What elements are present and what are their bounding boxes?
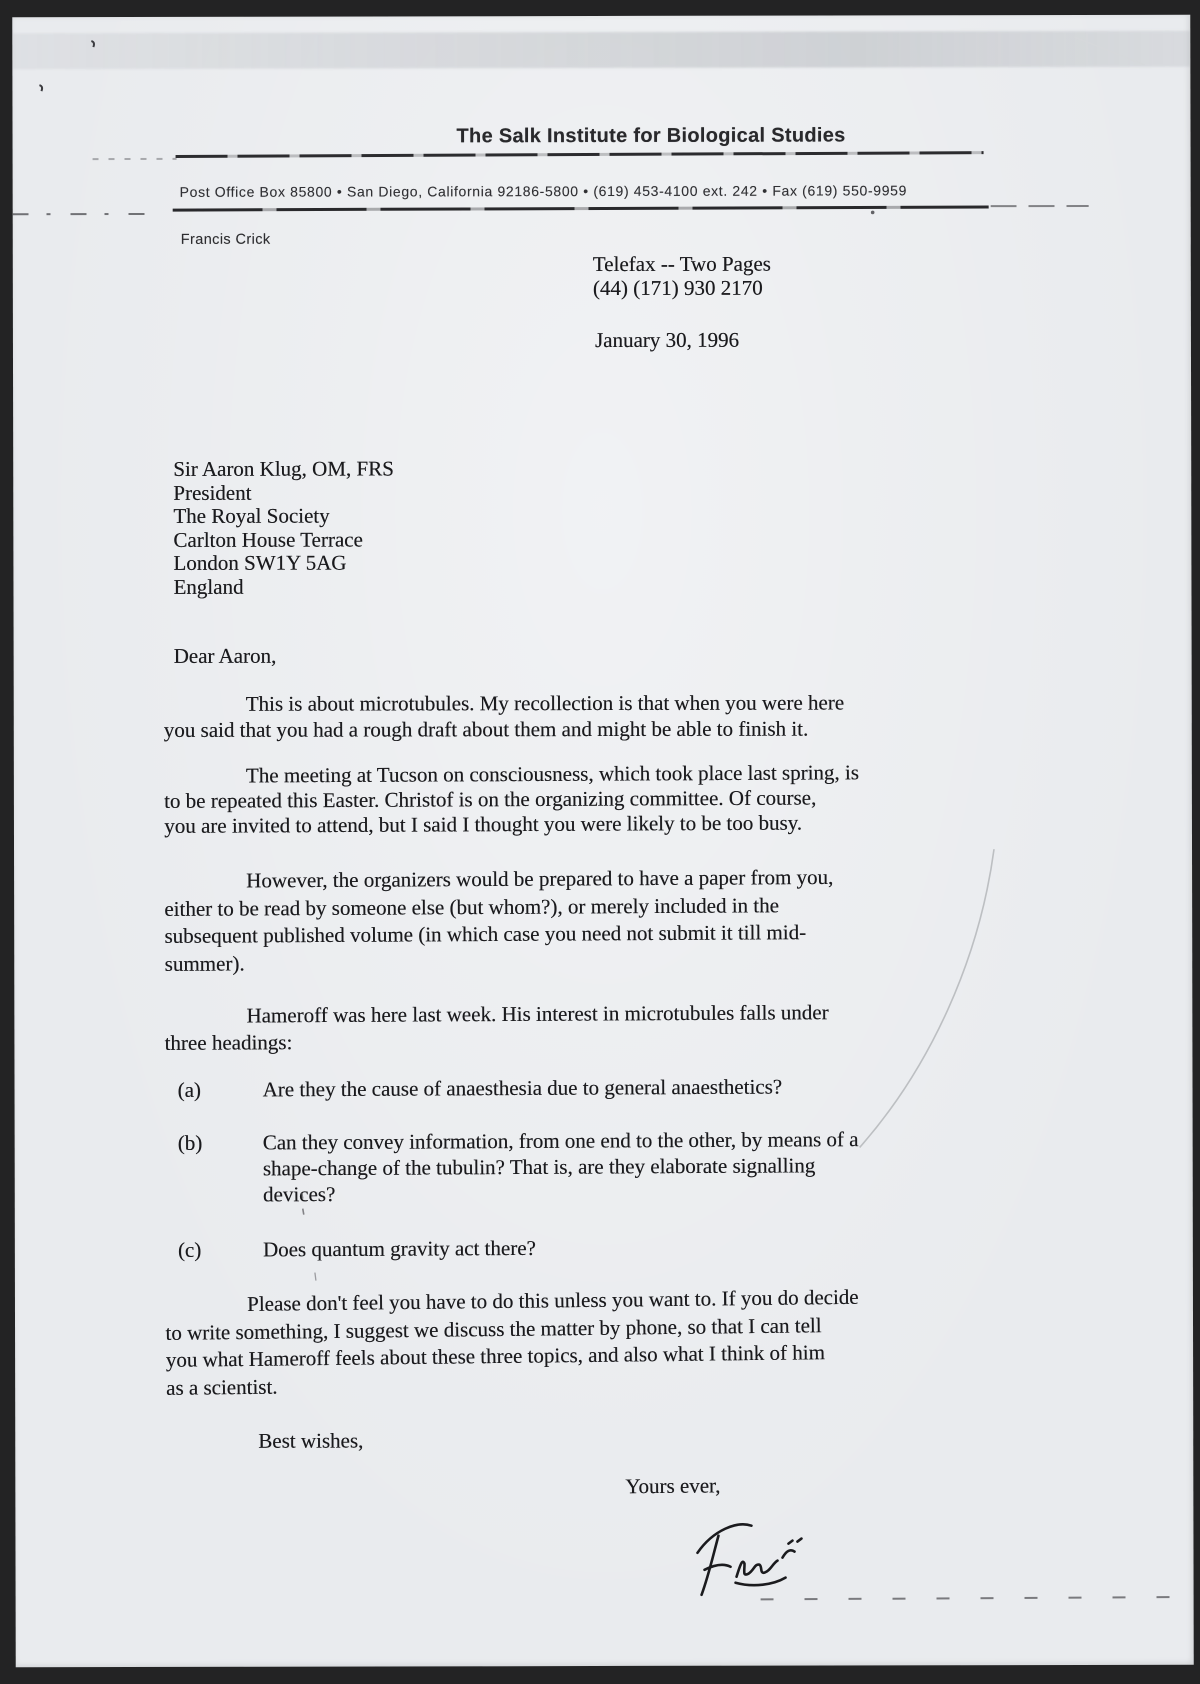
letter-date: January 30, 1996 [594,327,740,353]
list-item-b [178,1125,1018,1208]
list-item-text: Does quantum gravity act there? [262,1235,536,1262]
fax-header-block [593,253,771,300]
signature-francis [683,1513,833,1608]
list-item-text: Are they the cause of anaesthesia due to general anaesthetics? [262,1074,783,1102]
sender-name: Francis Crick [180,231,271,248]
letterhead-rule-top [176,151,984,158]
recipient-address-block [173,457,394,598]
recipient-line: London SW1Y 5AG [173,550,347,575]
list-item-label: (c) [177,1237,202,1262]
letter-page [12,15,1193,1667]
scan-artifact-band [12,31,1190,69]
recipient-line: Sir Aaron Klug, OM, FRS [173,456,394,481]
list-item-label: (a) [177,1077,201,1102]
letterhead-rule-bottom [173,205,989,211]
list-item-label: (b) [177,1130,203,1155]
list-item-c [178,1232,1018,1263]
body-paragraph-2: The meeting at Tucson on consciousness, which took place last spring, is to be repeated this Easter. Christof is on the organizing committee. Of course, you are invited to attend, but I said I thought you were likely to be too busy. [163,760,859,838]
letterhead-address: Post Office Box 85800 • San Diego, California 92186-5800 • (619) 453-4100 ext. 242 • Fax (619) 550-9959 [179,182,908,200]
closing-yours-ever: Yours ever, [625,1473,721,1499]
closing-best-wishes: Best wishes, [258,1428,364,1453]
recipient-line: England [173,574,244,599]
salutation: Dear Aaron, [173,643,277,668]
letterhead-rule-bottom-extension [991,205,1089,207]
fax-number: (44) (171) 930 2170 [592,275,763,300]
letterhead-institution: The Salk Institute for Biological Studies [456,124,846,148]
body-paragraph-1: This is about microtubules. My recollection is that when you were here you said that you had a rough draft about them and might be able to finish it. [163,690,845,742]
letterhead-rule-left-dashes [13,213,153,215]
recipient-line: Carlton House Terrace [173,527,363,552]
recipient-line: President [173,480,252,505]
list-item-a [177,1072,1017,1103]
telefax-line: Telefax -- Two Pages [592,251,771,277]
body-paragraph-4: Hameroff was here last week. His interest in microtubules falls under three headings: [164,1000,829,1055]
recipient-line: The Royal Society [173,503,330,528]
body-paragraph-3: However, the organizers would be prepared to have a paper from you, either to be read by someone else (but whom?), or merely included in the subsequent published volume (in which case you need not submit it till mid- summer). [164,864,834,976]
list-item-text: Can they convey information, from one end to the other, by means of a shape-change of the tubulin? That is, are they elaborate signalling devices? [262,1127,859,1207]
letterhead-rule-lead-dashes [93,158,177,160]
closing-paragraph: Please don't feel you have to do this unless you want to. If you do decide to write something, I suggest we discuss the matter by phone, so that I can tell you what Hameroff feels about these three topics, and also what I think of him as a scientist. [165,1284,859,1400]
